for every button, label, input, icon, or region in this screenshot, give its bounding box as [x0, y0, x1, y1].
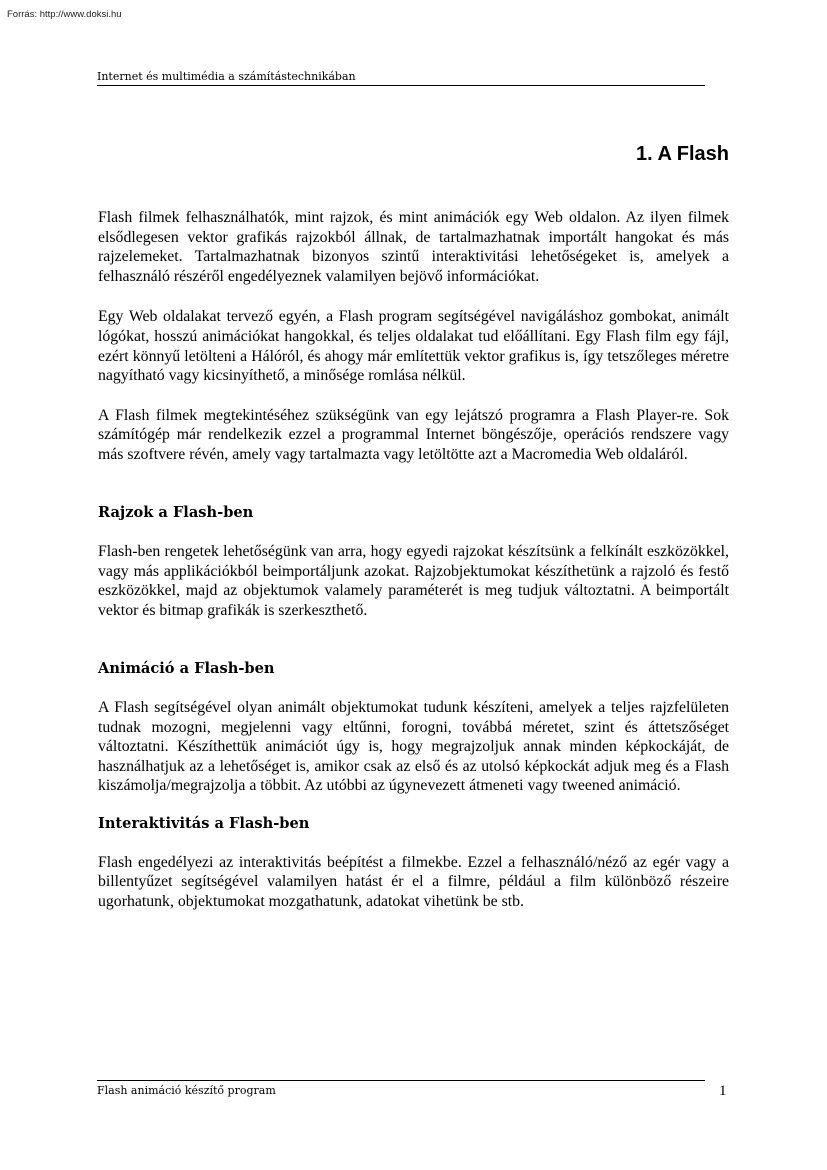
section-heading: Rajzok a Flash-ben — [98, 503, 254, 521]
source-label: Forrás: http://www.doksi.hu — [7, 9, 122, 20]
page-number: 1 — [719, 1083, 727, 1099]
page-title: 1. A Flash — [636, 143, 729, 165]
running-header: Internet és multimédia a számítástechnikában — [97, 70, 705, 86]
paragraph: A Flash filmek megtekintéséhez szükségünk van egy lejátszó programra a Flash Player-re. Sok számítógép már rendelkezik ezzel a programmal Internet böngészője, operációs rendszere vagy más szoftvere révén, amely vagy tartalmazta vagy letöltötte azt a Macromedia Web oldaláról. — [98, 406, 729, 463]
running-footer: Flash animáció készítő program — [97, 1084, 276, 1097]
section-heading: Animáció a Flash-ben — [98, 659, 275, 677]
document-body — [98, 208, 729, 911]
paragraph: Egy Web oldalakat tervező egyén, a Flash program segítségével navigáláshoz gombokat, animált lógókat, hosszú animációkat hangokkal, és teljes oldalakat tud előállítani. Egy Flash film egy fájl, ezért könnyű letölteni a Hálóról, és ahogy már említettük vektor grafikus is, így tetszőleges méretre nagyítható vagy kicsinyíthető, a minősége romlása nélkül. — [98, 308, 729, 385]
paragraph: A Flash segítségével olyan animált objektumokat tudunk készíteni, amelyek a teljes rajzfelületen tudnak mozogni, megjelenni vagy eltűnni, forogni, továbbá méretet, szint és áttetszőséget változtatni. Készíthettük animációt úgy is, hogy megrajzoljuk annak minden képkockáját, de használhatjuk az a lehetőséget is, amikor csak az első és az utolsó képkockát adjuk meg és a Flash kiszámolja/megrajzolja a többit. Az utóbbi az úgynevezett átmeneti vagy tweened animáció. — [98, 699, 729, 795]
footer-divider — [97, 1080, 705, 1081]
paragraph: Flash engedélyezi az interaktivitás beépítést a filmekbe. Ezzel a felhasználó/néző az egér vagy a billentyűzet segítségével valamilyen hatást ér el a filmre, például a film különböző részeire ugorhatunk, objektumokat mozgathatunk, adatokat vihetünk be stb. — [98, 853, 729, 910]
paragraph: Flash-ben rengetek lehetőségünk van arra, hogy egyedi rajzokat készítsünk a felkínált eszközökkel, vagy más applikációkból beimportáljunk azokat. Rajzobjektumokat készíthetünk a rajzoló és festő eszközökkel, majd az objektumok valamely paraméterét is meg tudjuk változtatni. A beimportált vektor és bitmap grafikák is szerkeszthető. — [98, 543, 729, 619]
paragraph: Flash filmek felhasználhatók, mint rajzok, és mint animációk egy Web oldalon. Az ilyen filmek elsődlegesen vektor grafikás rajzokból állnak, de tartalmazhatnak importált hangokat és más rajzelemeket. Tartalmazhatnak bizonyos szintű interaktivitási lehetőségeket is, amelyek a felhasználó részéről engedélyeznek valamilyen bejövő információkat. — [98, 209, 729, 285]
section-heading: Interaktivitás a Flash-ben — [98, 815, 310, 833]
